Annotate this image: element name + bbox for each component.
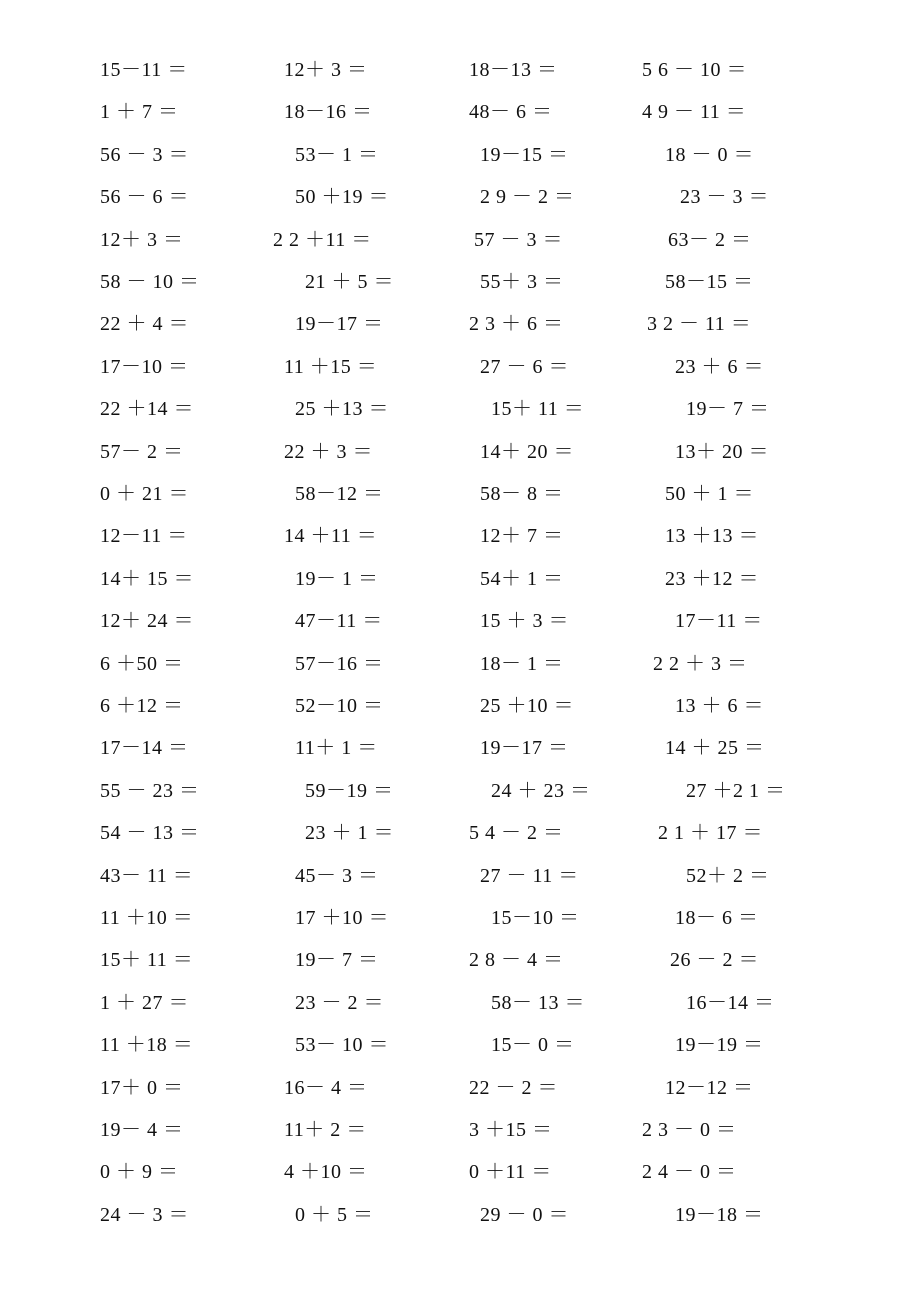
- math-problem: 23 ＋ 1 ＝: [305, 822, 394, 844]
- math-problem: 2 2 ＋ 3 ＝: [653, 653, 748, 675]
- math-problem: 57 － 3 ＝: [474, 229, 563, 251]
- math-problem: 16－14 ＝: [686, 992, 775, 1014]
- math-problem: 6 ＋50 ＝: [100, 653, 184, 675]
- math-problem: 17－10 ＝: [100, 356, 189, 378]
- math-problem: 54＋ 1 ＝: [480, 568, 564, 590]
- math-problem: 23 ＋12 ＝: [665, 568, 759, 590]
- math-problem: 2 9 － 2 ＝: [480, 186, 575, 208]
- math-problem: 23 － 3 ＝: [680, 186, 769, 208]
- math-problem: 55＋ 3 ＝: [480, 271, 564, 293]
- math-problem: 15 ＋ 3 ＝: [480, 610, 569, 632]
- math-problem: 13 ＋ 6 ＝: [675, 695, 764, 717]
- math-problem: 17－14 ＝: [100, 737, 189, 759]
- math-problem: 43－ 11 ＝: [100, 865, 194, 887]
- math-problem: 2 2 ＋11 ＝: [273, 229, 372, 251]
- math-problem: 3 ＋15 ＝: [469, 1119, 553, 1141]
- math-problem: 19－15 ＝: [480, 144, 569, 166]
- math-problem: 17 ＋10 ＝: [295, 907, 389, 929]
- math-problem: 56 － 6 ＝: [100, 186, 189, 208]
- math-problem: 19－19 ＝: [675, 1034, 764, 1056]
- math-problem: 15－ 0 ＝: [491, 1034, 575, 1056]
- math-problem: 53－ 10 ＝: [295, 1034, 389, 1056]
- math-problem: 6 ＋12 ＝: [100, 695, 184, 717]
- math-problem: 47－11 ＝: [295, 610, 383, 632]
- math-problem: 13＋ 20 ＝: [675, 441, 769, 463]
- math-problem: 12－11 ＝: [100, 525, 188, 547]
- math-problem: 59－19 ＝: [305, 780, 394, 802]
- math-problem: 22 ＋ 4 ＝: [100, 313, 189, 335]
- math-problem: 27 － 11 ＝: [480, 865, 579, 887]
- math-problem: 17＋ 0 ＝: [100, 1077, 184, 1099]
- math-problem: 14＋ 15 ＝: [100, 568, 194, 590]
- math-problem: 57－16 ＝: [295, 653, 384, 675]
- math-problem: 18－16 ＝: [284, 101, 373, 123]
- math-problem: 11 ＋15 ＝: [284, 356, 378, 378]
- math-problem: 52＋ 2 ＝: [686, 865, 770, 887]
- math-problem: 22 － 2 ＝: [469, 1077, 558, 1099]
- math-problem: 58－15 ＝: [665, 271, 754, 293]
- math-problem: 11 ＋10 ＝: [100, 907, 194, 929]
- math-problem: 15－11 ＝: [100, 59, 188, 81]
- math-problem: 19－17 ＝: [480, 737, 569, 759]
- math-problem: 48－ 6 ＝: [469, 101, 553, 123]
- math-problem: 0 ＋11 ＝: [469, 1161, 552, 1183]
- math-problem: 50 ＋ 1 ＝: [665, 483, 754, 505]
- math-problem: 14 ＋11 ＝: [284, 525, 378, 547]
- math-problem: 19－18 ＝: [675, 1204, 764, 1226]
- math-problem: 18 － 0 ＝: [665, 144, 754, 166]
- math-problem: 18－ 1 ＝: [480, 653, 564, 675]
- math-problem: 12＋ 3 ＝: [100, 229, 184, 251]
- math-problem: 55 － 23 ＝: [100, 780, 200, 802]
- math-problem: 12－12 ＝: [665, 1077, 754, 1099]
- math-problem: 27 － 6 ＝: [480, 356, 569, 378]
- math-problem: 0 ＋ 5 ＝: [295, 1204, 374, 1226]
- math-problem: 12＋ 3 ＝: [284, 59, 368, 81]
- math-problem: 22 ＋ 3 ＝: [284, 441, 373, 463]
- math-problem: 19－ 4 ＝: [100, 1119, 184, 1141]
- math-problem: 14 ＋ 25 ＝: [665, 737, 765, 759]
- math-problem: 1 ＋ 7 ＝: [100, 101, 179, 123]
- math-problem: 0 ＋ 21 ＝: [100, 483, 189, 505]
- math-problem: 16－ 4 ＝: [284, 1077, 368, 1099]
- math-problem: 18－13 ＝: [469, 59, 558, 81]
- math-problem: 2 4 － 0 ＝: [642, 1161, 737, 1183]
- math-problem: 1 ＋ 27 ＝: [100, 992, 189, 1014]
- math-problem: 4 ＋10 ＝: [284, 1161, 368, 1183]
- math-problem: 56 － 3 ＝: [100, 144, 189, 166]
- math-problem: 25 ＋13 ＝: [295, 398, 389, 420]
- math-problem: 29 － 0 ＝: [480, 1204, 569, 1226]
- math-problem: 12＋ 24 ＝: [100, 610, 194, 632]
- math-problem: 18－ 6 ＝: [675, 907, 759, 929]
- math-problem: 54 － 13 ＝: [100, 822, 200, 844]
- math-problem: 2 8 － 4 ＝: [469, 949, 564, 971]
- math-problem: 26 － 2 ＝: [670, 949, 759, 971]
- math-problem: 14＋ 20 ＝: [480, 441, 574, 463]
- math-problem: 12＋ 7 ＝: [480, 525, 564, 547]
- math-problem: 21 ＋ 5 ＝: [305, 271, 394, 293]
- math-problem: 5 4 － 2 ＝: [469, 822, 564, 844]
- math-problem: 58－12 ＝: [295, 483, 384, 505]
- math-problem: 13 ＋13 ＝: [665, 525, 759, 547]
- math-problem: 11＋ 2 ＝: [284, 1119, 367, 1141]
- math-problem: 23 ＋ 6 ＝: [675, 356, 764, 378]
- math-problem: 19－ 7 ＝: [295, 949, 379, 971]
- math-problem: 4 9 － 11 ＝: [642, 101, 747, 123]
- math-problem: 15＋ 11 ＝: [100, 949, 194, 971]
- math-problem: 2 3 ＋ 6 ＝: [469, 313, 564, 335]
- math-problem: 3 2 － 11 ＝: [647, 313, 752, 335]
- math-problem: 5 6 － 10 ＝: [642, 59, 747, 81]
- math-problem: 2 1 ＋ 17 ＝: [658, 822, 763, 844]
- math-problem: 25 ＋10 ＝: [480, 695, 574, 717]
- math-problem: 45－ 3 ＝: [295, 865, 379, 887]
- math-problem: 27 ＋2 1 ＝: [686, 780, 786, 802]
- math-problem: 2 3 － 0 ＝: [642, 1119, 737, 1141]
- math-problem: 17－11 ＝: [675, 610, 763, 632]
- math-problem: 15－10 ＝: [491, 907, 580, 929]
- math-problem: 24 ＋ 23 ＝: [491, 780, 591, 802]
- math-problem: 22 ＋14 ＝: [100, 398, 194, 420]
- math-problem: 0 ＋ 9 ＝: [100, 1161, 179, 1183]
- math-problem: 53－ 1 ＝: [295, 144, 379, 166]
- math-problem: 58 － 10 ＝: [100, 271, 200, 293]
- math-problem: 11＋ 1 ＝: [295, 737, 378, 759]
- math-problem: 50 ＋19 ＝: [295, 186, 389, 208]
- math-problem: 63－ 2 ＝: [668, 229, 752, 251]
- math-problem: 24 － 3 ＝: [100, 1204, 189, 1226]
- math-problem: 19－17 ＝: [295, 313, 384, 335]
- math-problem: 57－ 2 ＝: [100, 441, 184, 463]
- math-problem: 19－ 1 ＝: [295, 568, 379, 590]
- math-problem: 15＋ 11 ＝: [491, 398, 585, 420]
- math-problem: 58－ 13 ＝: [491, 992, 585, 1014]
- math-problem: 58－ 8 ＝: [480, 483, 564, 505]
- math-problem: 19－ 7 ＝: [686, 398, 770, 420]
- math-problem: 11 ＋18 ＝: [100, 1034, 194, 1056]
- math-problem: 23 － 2 ＝: [295, 992, 384, 1014]
- math-problem: 52－10 ＝: [295, 695, 384, 717]
